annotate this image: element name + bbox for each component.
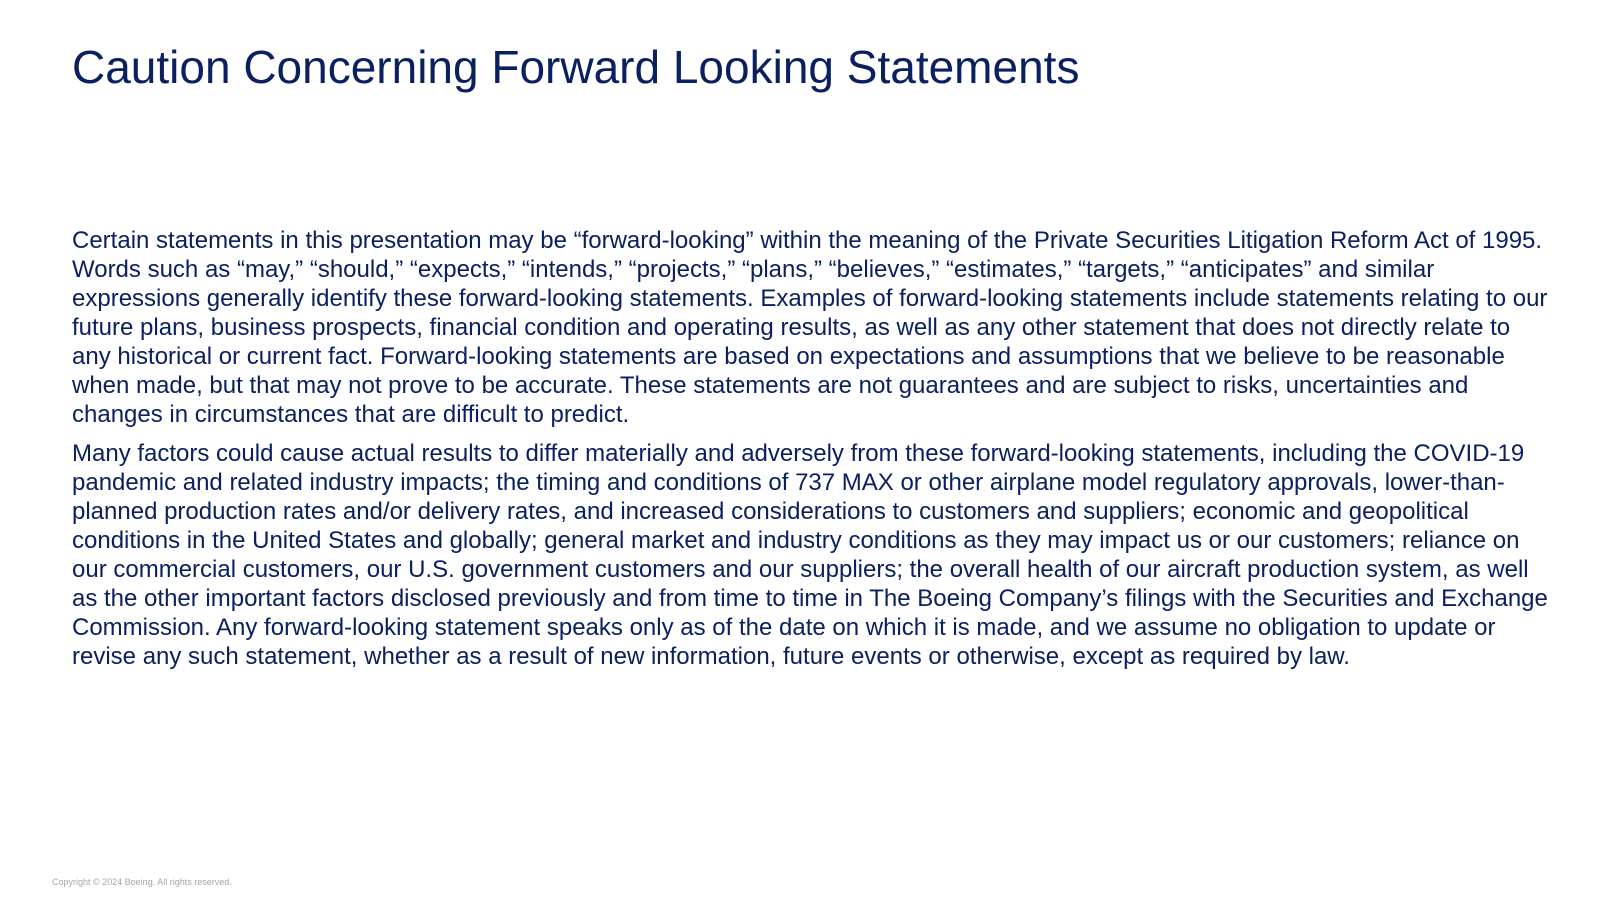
paragraph-forward-looking-definition: Certain statements in this presentation may be “forward-looking” within the meaning of the Private Securities Litigation Reform Act of 1995. Words such as “may,” “should,” “expects,” “intends,” “projects,” “plans,” “believes,” “estimates,” “targets,” “anticipates” and similar expressions generally identify these forward-looking statements. Examples of forward-looking statements include statements relating to our future plans, business prospects, financial condition and operating results, as well as any other statement that does not directly relate to any historical or current fact. Forward-looking statements are based on expectations and assumptions that we believe to be reasonable when made, but that may not prove to be accurate. These statements are not guarantees and are subject to risks, uncertainties and changes in circumstances that are difficult to predict. bbox=[72, 227, 1548, 428]
slide-body bbox=[72, 226, 1552, 681]
paragraph-risk-factors: Many factors could cause actual results to differ materially and adversely from these forward-looking statements, including the COVID-19 pandemic and related industry impacts; the timing and conditions of 737 MAX or other airplane model regulatory approvals, lower-than-planned production rates and/or delivery rates, and increased considerations to customers and suppliers; economic and geopolitical conditions in the United States and globally; general market and industry conditions as they may impact us or our customers; reliance on our commercial customers, our U.S. government customers and our suppliers; the overall health of our aircraft production system, as well as the other important factors disclosed previously and from time to time in The Boeing Company’s filings with the Securities and Exchange Commission. Any forward-looking statement speaks only as of the date on which it is made, and we assume no obligation to update or revise any such statement, whether as a result of new information, future events or otherwise, except as required by law. bbox=[72, 440, 1548, 670]
slide-title: Caution Concerning Forward Looking Statements bbox=[72, 41, 1080, 93]
copyright-footer: Copyright © 2024 Boeing. All rights reserved. bbox=[52, 877, 232, 887]
